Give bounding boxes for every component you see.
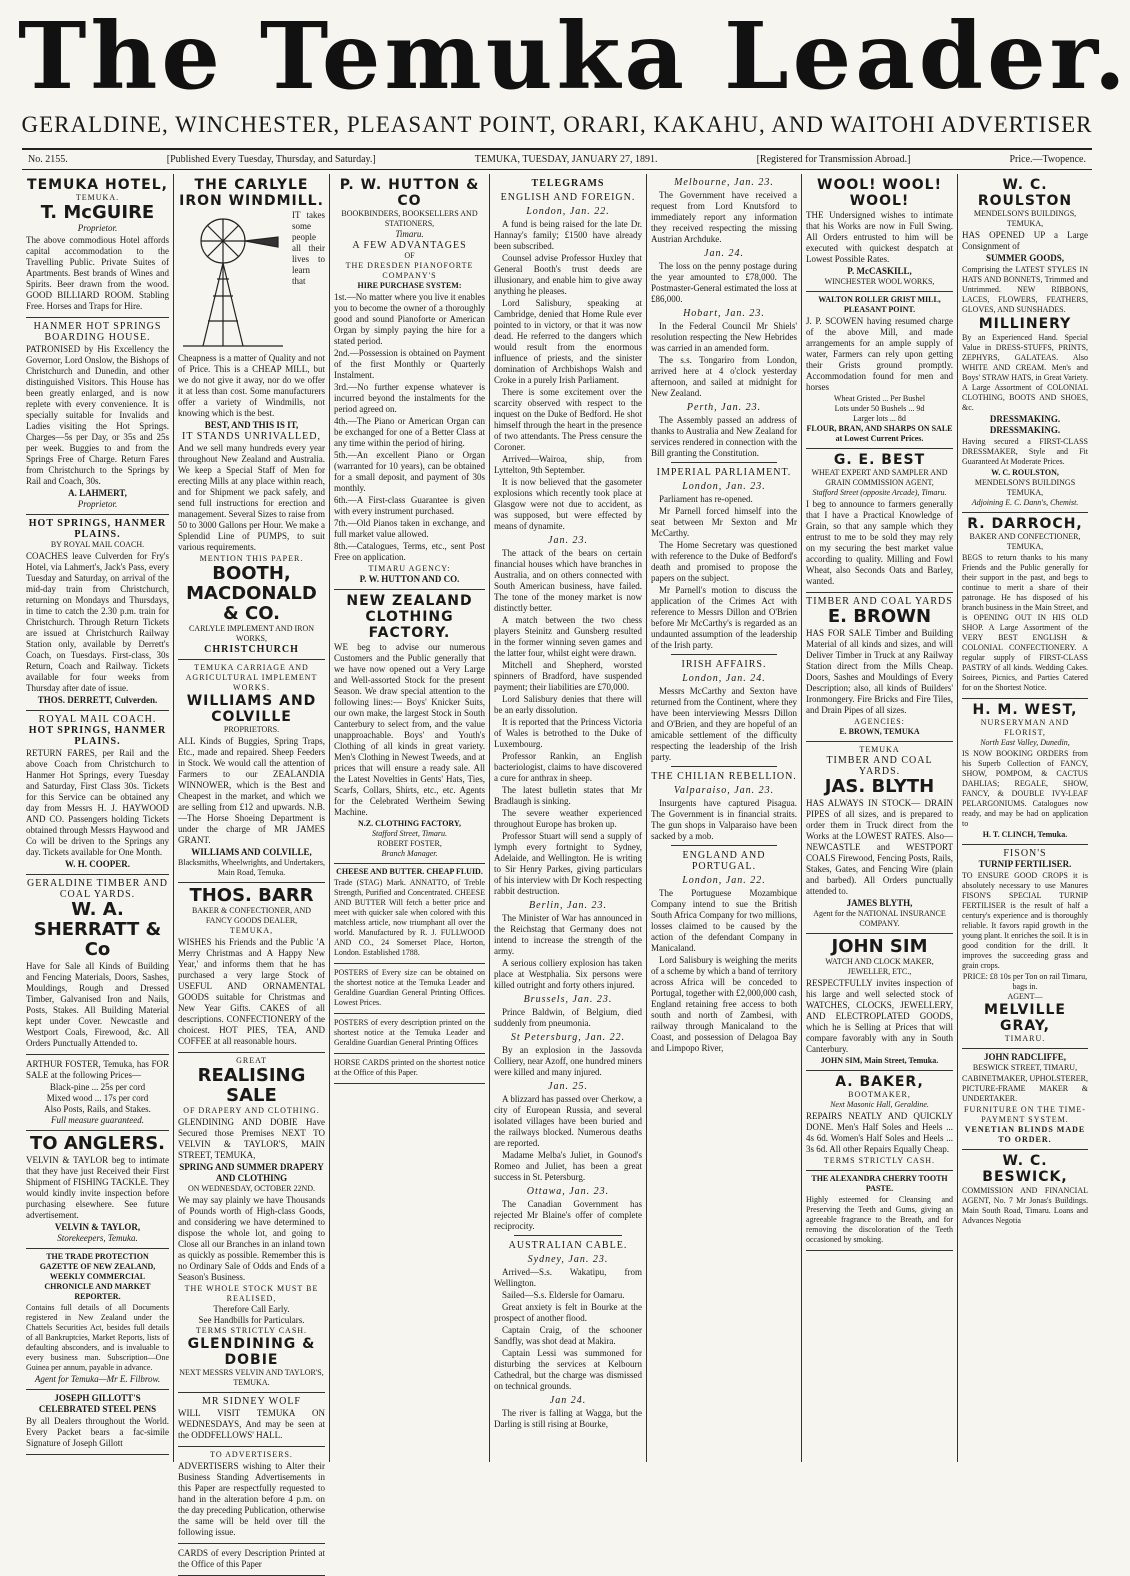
dateline: St Petersburg, Jan. 22. (510, 1032, 626, 1043)
news-paragraph: Great anxiety is felt in Bourke at the prospect of another flood. (494, 1302, 642, 1323)
ad-body: IS NOW BOOKING ORDERS from his Superb Collection of FANCY, SHOW, POMPOM, & CACTUS DAHLIAS; REGALE, SHOW, FANCY, & DOUBLE IVY-LEAF PELARGONIUMS. Catalogues now ready, and may be had on application to (962, 749, 1088, 828)
news-paragraph: The s.s. Tongariro from London, arrived here at 4 o'clock yesterday afternoon, and sailed at midnight for New Zealand. (651, 355, 797, 398)
ad-body: Contains full details of all Documents registered in New Zealand under the Chattels Securities Act, besides full details of all Bankruptcies, Market Reports, lists of defaulting absconders, and is invaluable to every business man. Subscription—One Guinea per annum, payable in advance. (26, 1303, 169, 1372)
ad-place: TEMUKA (859, 745, 900, 754)
ad-proprietor: G. E. BEST (833, 452, 926, 468)
ad-terms: TERMS STRICTLY CASH. (823, 1156, 936, 1165)
alexandra-tooth-paste-ad (806, 1171, 953, 1251)
newspaper-subtitle: GERALDINE, WINCHESTER, PLEASANT POINT, ORARI, KAKAHU, AND WAITOHI ADVERTISER (21, 112, 1093, 137)
news-paragraph: Lord Salisbury denies that there will be an early dissolution. (494, 694, 642, 715)
price-line: Also Posts, Rails, and Stakes. (44, 1104, 151, 1114)
ad-proprietor: THOS. DERRETT, Culverden. (37, 695, 158, 705)
ad-agency-label: TIMARU AGENCY: (368, 564, 451, 573)
ad-body: IT takes some people all their lives to learn that Cheapness is a matter of Quality and not of Price. This is a CHEAP MILL, but we do not give it away, nor do we offer it at less than cost. Some manufacturers offer a variety of Windmills, not knowing which is the best. (178, 210, 325, 418)
ad-connector: OF (404, 251, 415, 260)
news-paragraph: Captain Craig, of the schooner Sandfly, was shot dead at Makira. (494, 1325, 642, 1346)
ad-body: REPAIRS NEATLY AND QUICKLY DONE. Men's Half Soles and Heels ... 4s 6d. Women's Half Soles and Heels ... 3s 6d. All other Repairs Equally Cheap. (806, 1111, 953, 1154)
ad-company: WILLIAMS AND COLVILLE (186, 693, 317, 725)
ad-role: Proprietor. (77, 499, 118, 509)
dateline: London, Jan. 22. (682, 875, 766, 886)
ad-note: Therefore Call Early. (213, 1304, 290, 1314)
ad-company: JOHN SIM (831, 936, 928, 957)
divider (671, 462, 777, 463)
news-paragraph: Parliament has re-opened. (659, 494, 753, 504)
price-line: Wheat Gristed ... Per Bushel (833, 394, 926, 403)
ad-proprietor: T. McGUIRE (40, 202, 155, 223)
ad-company: JOHN RADCLIFFE, (983, 1052, 1066, 1062)
ad-title: ROYAL MAIL COACH. (38, 714, 157, 725)
ad-body: WISHES his Friends and the Public 'A Merry Christmas and A Happy New Year,' and informs them that he has purchased a very large Stock of USEFUL AND ORNAMENTAL GOODS suitable for Christmas and New Year Gifts. CAKES of all descriptions. CONFECTIONERY of the choicest. HOT PIES, TEA, AND COFFEE at all reasonable hours. (178, 937, 325, 1046)
ad-body: CABINETMAKER, UPHOLSTERER, PICTURE-FRAME MAKER & UNDERTAKER. (962, 1074, 1089, 1103)
ad-signature: JOHN SIM, Main Street, Temuka. (820, 1056, 939, 1065)
hot-springs-coach-ad (26, 515, 169, 711)
ad-address: Adjoining E. C. Dann's, Chemist. (971, 498, 1079, 507)
news-paragraph: The latest bulletin states that Mr Bradlaugh is sinking. (494, 785, 642, 806)
ad-role: Storekeepers, Temuka. (57, 1233, 138, 1243)
divider (514, 1235, 622, 1236)
roulston-ad (962, 174, 1088, 513)
news-paragraph: A fund is being raised for the late Dr. Hannay's family; £1500 have already been subscribed. (494, 219, 642, 251)
ad-subtitle: HOT SPRINGS, HANMER PLAINS. (28, 725, 167, 747)
news-paragraph: In the Federal Council Mr Shiels' resolution respecting the New Hebrides was carried in an amended form. (651, 321, 797, 353)
e-brown-ad (806, 593, 953, 742)
ad-body: VELVIN & TAYLOR beg to intimate that they have just Received their First Shipment of FISHING TACKLE. They would kindly invite inspection before purchasing elsewhere. See future advertisement. (26, 1155, 169, 1220)
walton-mill-ad (806, 292, 953, 449)
ad-body: HAS ALWAYS IN STOCK— DRAIN PIPES of all sizes, and is prepared to order them in Truck direct from the Works at the LOWEST RATES. Also—NEWCASTLE and WESTPORT COALS Firewood, Fencing Posts, Rails, Stakes, Gates, and Fencing Wire (plain and barbed). All Orders punctually attended to. (806, 798, 953, 896)
news-paragraph: The Home Secretary was questioned with reference to the Duke of Bedford's death and promised to propose the papers on the subject. (651, 540, 797, 583)
ad-body: CARDS of every Description Printed at the Office of this Paper (178, 1548, 325, 1569)
ad-company: GLENDINING & DOBIE (187, 1336, 316, 1368)
to-advertisers-notice (178, 1447, 325, 1544)
ad-place: TEMUKA, (229, 926, 274, 935)
ad-company: W. C. BESWICK, (982, 1153, 1068, 1185)
ad-subtitle: BY ROYAL MAIL COACH. (50, 540, 145, 549)
ad-address: Stafford Street, Timaru. (372, 829, 447, 838)
ad-body: ALL Kinds of Buggies, Spring Traps, Etc., made and repaired. Sheep Feeders in Stock. We would call the attention of Farmers to our ZEALANDIA WINNOWER, which is the Best and Cheapest in the market, and which we are selling from £12 and upwards. N.B.—The Horse Shoeing Department is under the charge of MR JAMES GRANT. (178, 736, 325, 845)
news-paragraph: A serious colliery explosion has taken place at Westphalia. Six persons were killed outright and forty others injured. (494, 958, 642, 990)
ad-body: Have for Sale all Kinds of Building and Fencing Materials, Doors, Sashes, Mouldings, Rough and Dressed Timber, Galvanised Iron and Nails, Posts, Stakes. All Building Material kept under Cover. Newcastle and Westport Coals, Firewood, &c. All Orders Punctually Attended to. (26, 961, 169, 1048)
ad-title: HOT SPRINGS, HANMER PLAINS. (28, 518, 167, 540)
ad-heading: THE DRESDEN PIANOFORTE COMPANY'S (345, 261, 474, 280)
ad-role: Branch Manager. (381, 849, 438, 858)
ad-company: E. BROWN (827, 606, 932, 627)
ad-title: TO ANGLERS. (29, 1133, 166, 1154)
dateline: Sydney, Jan. 23. (527, 1254, 609, 1265)
dateline: Melbourne, Jan. 23. (674, 177, 774, 188)
ad-title: CHEESE AND BUTTER. CHEAP FLUID. (336, 867, 483, 876)
hire-purchase-item: 6th.—A First-class Guarantee is given with every instrument purchased. (334, 495, 485, 516)
price-line: Larger lots ... 8d (853, 414, 906, 423)
masthead (18, 2, 1130, 110)
wool-works-ad (806, 174, 953, 292)
ad-heading: TIMBER AND COAL YARDS. (826, 755, 933, 777)
news-paragraph: The Assembly passed an address of thanks to Australia and New Zealand for services rendered in connection with the Bill granting the Constitution. (651, 415, 797, 458)
dateline: Jan. 24. (704, 248, 744, 259)
news-paragraph: The loss on the penny postage during the year amounted to £78,000. The Postmaster-General estimated the loss at £86,000. (651, 261, 797, 304)
hire-purchase-item: 1st.—No matter where you live it enables you to become the owner of a thoroughly good and sound Pianoforte or American Organ by simply paying the hire for a stated period. (334, 292, 485, 346)
geraldine-timber-ad (26, 875, 169, 1055)
price-line: Full measure guaranteed. (51, 1115, 144, 1125)
ad-body: Comprising the LATEST STYLES IN HATS AND BONNETS, Trimmed and Untrimmed. NEW RIBBONS, LACES, FLOWERS, FEATHERS, GLOVES, AND SUNSHADES. (962, 265, 1088, 314)
cards-notice (178, 1544, 325, 1576)
news-paragraph: Insurgents have captured Pisagua. The Government is in financial straits. The gun shops in Valparaiso have been sacked by a mob. (651, 798, 797, 841)
ad-signature: WILLIAMS AND COLVILLE, (191, 847, 312, 857)
ad-title: GERALDINE TIMBER AND COAL YARDS. (27, 878, 168, 900)
news-paragraph: Professor Rankin, an English bacteriologist, claims to have discovered a cure for anthrax in sheep. (494, 751, 642, 783)
ad-address: Stafford Street (opposite Arcade), Timaru. (812, 488, 947, 497)
news-paragraph: It is now believed that the gasometer explosions which recently took place at Glasgow were not due to accident, as was supposed, but were effected by means of dynamite. (494, 477, 642, 531)
ad-body: Highly esteemed for Cleansing and Preserving the Teeth and Gums, giving an agreeable fragrance to the Breath, and for removing the discoloration of the Teeth occasioned by smoking. (806, 1195, 953, 1244)
ad-title: THE TRADE PROTECTION GAZETTE OF NEW ZEALAND, WEEKLY COMMERCIAL CHRONICLE AND MARKET REPORTER. (39, 1252, 156, 1301)
a-baker-ad (806, 1071, 953, 1171)
column-2 (174, 174, 330, 1569)
cheese-butter-ad (334, 864, 485, 964)
fisons-fertiliser-ad (962, 845, 1088, 1049)
ad-body: We may say plainly we have Thousands of Pounds worth of High-class Goods, and considering we have determined to dispose the whole lot, and going to Close all our Branches in an inland town as quickly as possible. Remember this is no Ordinary Sale of Odds and Ends of a Season's Business. (178, 1195, 325, 1282)
newspaper-title: The Temuka Leader. (18, 2, 1130, 110)
news-paragraph: The Canadian Government has rejected Mr Blaine's offer of complete reciprocity. (494, 1199, 642, 1231)
ad-heading: SPRING AND SUMMER DRAPERY AND CLOTHING (179, 1162, 324, 1183)
dateline: Perth, Jan. 23. (686, 402, 762, 413)
issue-date: TEMUKA, TUESDAY, JANUARY 27, 1891. (474, 154, 658, 165)
ad-company: R. DARROCH, (967, 516, 1083, 532)
news-paragraph: Captain Lessi was summoned for disturbing the services at Kelbourn Cathedral, but the charge was dismissed on technical grounds. (494, 1348, 642, 1391)
price: Price.—Twopence. (1009, 154, 1086, 165)
ad-address: North East Valley, Dunedin, (980, 738, 1070, 747)
registration-note: [Registered for Transmission Abroad.] (756, 154, 911, 165)
ad-body: THE Undersigned wishes to intimate that his Works are now in Full Swing. All Orders entrusted to him will be executed with quickest despatch at Lowest Possible Rates. (806, 210, 953, 264)
nz-clothing-factory-ad (334, 590, 485, 864)
ad-subtitle: BOOTMAKER, (848, 1090, 911, 1099)
john-sim-ad (806, 934, 953, 1071)
realising-sale-ad (178, 1053, 325, 1393)
news-paragraph: Lord Salisbury, speaking at Cambridge, denied that Home Rule ever pointed to in victory, or that it was now dead. He referred to the dangers which would result from the enormous influence of priests, and the sinister domination of Archbishops Walsh and Croke in a purely Irish Parliament. (494, 298, 642, 385)
ad-body: POSTERS of every description printed on the shortest notice at the Temuka Leader and Geraldine Guardian General Printing Offices (334, 1018, 485, 1047)
ad-slogan: IT STANDS UNRIVALLED, (182, 431, 321, 442)
foster-firewood-ad (26, 1055, 169, 1131)
columns (22, 174, 1092, 1569)
hire-purchase-item: 8th.—Catalogues, Terms, etc., sent Post Free on application. (334, 541, 485, 562)
news-paragraph: A match between the two chess players Steinitz and Gunsberg resulted in the former winning seven games and the latter four, whilst eight were drawn. (494, 615, 642, 658)
ad-body: HAS OPENED UP a Large Consignment of (962, 230, 1088, 251)
ad-body: GLENDINING AND DOBIE Have Secured those Premises NEXT TO VELVIN & TAYLOR'S, MAIN STREET, TEMUKA, (178, 1117, 325, 1160)
ad-body: COACHES leave Culverden for Fry's Hotel, via Lahmert's, Jack's Pass, every Tuesday and Saturday, on arrival of the mid-day train from Christchurch, returning on Mondays and Thursdays, in time to catch the 2.30 p.m. train for Christchurch. Through Return Tickets are issued at Christchurch Railway Station only, available by Derrett's Coach, on Tuesdays. First-class, 30s Return, Coach and Railway. Tickets available for four weeks from Thursday after date of issue. (26, 551, 169, 693)
dateline: Berlin, Jan. 23. (529, 900, 607, 911)
ad-role: Proprietor. (77, 223, 118, 233)
ad-agency: P. W. HUTTON AND CO. (359, 574, 460, 584)
news-paragraph: The river is falling at Wagga, but the Darling is still rising at Bourke, (494, 1408, 642, 1429)
ad-proprietor: VELVIN & TAYLOR, (54, 1222, 141, 1232)
horse-cards-notice (334, 1054, 485, 1084)
ad-place: TEMUKA. (75, 193, 120, 202)
ad-subtitle: BOOKBINDERS, BOOKSELLERS AND STATIONERS, (341, 209, 478, 228)
ad-signature: W. C. ROULSTON, (991, 468, 1059, 477)
ad-proprietor: W. H. COOPER. (65, 859, 130, 869)
dateline: Jan. 25. (548, 1081, 588, 1092)
price-line: Black-pine ... 25s per cord (49, 1082, 146, 1092)
ad-body: TO ENSURE GOOD CROPS it is absolutely necessary to use Manures FISON'S SPECIAL TURNIP FERTILISER is the result of half a century's experience and is thoroughly reliable. It favors rapid growth in the young plant. It enriches the soil. It is in good condition for the drill. It improves the succeeding grass and grain crops. (962, 871, 1088, 970)
ad-company: BOOTH, MACDONALD & CO. (186, 563, 317, 624)
news-paragraph: It is reported that the Princess Victoria of Wales is betrothed to the Duke of Luxembourg. (494, 717, 642, 749)
column-4-telegrams (490, 174, 647, 1462)
ad-body: The above commodious Hotel affords capital accommodation to the Travelling Public. Private Suites of Apartments. Best brands of Wines and Spirits. Beer drawn from the wood. GOOD BILLIARD ROOM. Stabling Free. Horses and Traps for Hire. (26, 235, 169, 311)
section-heading: IRISH AFFAIRS. (681, 659, 767, 670)
ad-terms: TERMS STRICTLY CASH. (195, 1326, 308, 1335)
ad-body: By all Dealers throughout the World. Every Packet bears a fac-simile Signature of Joseph Gillott (26, 1416, 169, 1448)
trade-gazette-ad (26, 1249, 169, 1390)
column-6 (802, 174, 958, 1462)
ad-body: HORSE CARDS printed on the shortest notice at the Office of this Paper. (334, 1058, 485, 1077)
news-paragraph: Prince Baldwin, of Belgium, died suddenly from pneumonia. (494, 1007, 642, 1028)
news-paragraph: The Government have received a request from Lord Knutsford to immediately report any information they received respecting the missing Austrian Archduke. (651, 190, 797, 244)
ad-company: P. W. HUTTON & CO (339, 177, 480, 209)
dateline: Valparaiso, Jan. 23. (673, 785, 775, 796)
news-paragraph: By an explosion in the Jassovda Colliery, near Azoff, one hundred miners were killed and many injured. (494, 1045, 642, 1077)
news-paragraph: Mitchell and Shepherd, worsted spinners of Bradford, have suspended payment; their liabilities are £70,000. (494, 660, 642, 692)
ad-agent-label: AGENT— (1007, 992, 1043, 1001)
ad-subtitle: WHEAT EXPERT AND SAMPLER AND GRAIN COMMISSION AGENT, (811, 468, 948, 487)
ad-proprietor: W. A. SHERRATT & Co (33, 899, 162, 960)
ad-body: WILL VISIT TEMUKA ON WEDNESDAYS, And may be seen at the ODDFELLOWS' HALL. (178, 1408, 325, 1440)
ad-agent: Agent for Temuka—Mr E. Filbrow. (34, 1374, 161, 1384)
news-paragraph: Madame Melba's Juliet, in Gounod's Romeo and Juliet, has been a great success in St. Petersburg. (494, 1150, 642, 1182)
wc-beswick-ad (962, 1150, 1088, 1231)
ad-note: FURNITURE ON THE TIME-PAYMENT SYSTEM. (964, 1105, 1086, 1124)
section-heading: THE CHILIAN REBELLION. (651, 771, 797, 782)
ad-signature: E. BROWN, TEMUKA (839, 727, 920, 736)
ad-company: THOS. BARR (189, 885, 314, 906)
ad-note: THE WHOLE STOCK MUST BE REALISED, (184, 1284, 319, 1303)
ad-subtitle: MENDELSON'S BUILDINGS TEMUKA, (974, 478, 1076, 497)
williams-colville-ad (178, 660, 325, 883)
ad-company: JAS. BLYTH (824, 776, 935, 797)
news-paragraph: The Portuguese Mozambique Company intend to sue the British South Africa Company for two millions, losses claimed to be caused by the action of the defendant Company in Manicaland. (651, 888, 797, 953)
ad-proprietor: A. LAHMERT, (68, 488, 127, 498)
section-heading: ENGLAND AND PORTUGAL. (682, 850, 766, 872)
ad-price: PRICE: £8 10s per Ton on rail Timaru, bags in. (962, 972, 1088, 991)
dateline: London, Jan. 23. (682, 481, 766, 492)
divider (671, 766, 777, 767)
news-paragraph: Lord Salisbury is weighing the merits of a scheme by which a band of territory across Africa will be conceded to Portugal, together with £2,000,000 cash, England retaining free access to both south and north of Zambesi, with railway through Manicaland to the Coast, and possession of Delagoa Bay and Limpopo River, (651, 955, 797, 1053)
ad-date: ON WEDNESDAY, OCTOBER 22ND. (187, 1184, 316, 1193)
price-line: Mixed wood ... 17s per cord (46, 1093, 149, 1103)
news-paragraph: The attack of the bears on certain financial houses which have branches in Australia, and on others connected with South American business, have failed. The tone of the money market is now distinctly better. (494, 548, 642, 613)
hutton-ad (334, 174, 485, 590)
ad-title: TEMUKA HOTEL, (27, 177, 168, 193)
section-subheading: ENGLISH AND FOREIGN. (500, 192, 636, 203)
dateline: Hobart, Jan. 23. (683, 308, 765, 319)
ad-kicker: GREAT (236, 1056, 267, 1065)
ad-body: WE beg to advise our numerous Customers and the Public generally that we have now opened out a Very Large and Well-assorted Stock for the present Season. We draw special attention to the following lines:— Boys' Knicker Suits, our own make, the largest Stock in South Canterbury to select from, and the value unapproachable. Boys' and Youth's Clothing of all kinds in great variety. Men's Clothing in Newest Tweeds, and at prices that will ensure a ready sale. All the Latest Novelties in Gents' Hats, Ties, Scarfs, Collars, Shirts, etc., etc. Agents for the Celebrated Wertheim Sewing Machine. (334, 642, 485, 817)
ad-subtitle: NURSERYMAN AND FLORIST, (980, 718, 1070, 737)
posters-notice-2 (334, 1014, 485, 1054)
hm-west-ad (962, 699, 1088, 845)
ad-agent: H. T. CLINCH, Temuka. (982, 830, 1068, 839)
temuka-hotel-ad (26, 174, 169, 318)
news-paragraph: The severe weather experienced throughout Europe has broken up. (494, 808, 642, 829)
gillott-pens-ad (26, 1390, 169, 1455)
column-7 (958, 174, 1092, 1462)
ad-company: A. BAKER, (835, 1074, 924, 1090)
ad-subtitle: BAKER & CONFECTIONER, AND FANCY GOODS DEALER, (191, 906, 312, 925)
ad-body: RESPECTFULLY invites inspection of his large and well selected stock of WATCHES, CLOCKS, JEWELLERY, AND ELECTROPLATED GOODS, which he is Selling at Prices that will compare favorably with any in South Canterbury. (806, 978, 953, 1054)
ad-body: And we sell many hundreds every year throughout New Zealand and Australia. We keep a Special Staff of Men for erecting Mills at any place within reach, and for Shipment we pack safely, and send full instructions for erection and management. Several Sizes to raise from 50 to 3000 Gallons per Hour. We make a Splendid Line of PUMPS, to suit various requirements. (178, 443, 325, 552)
news-paragraph: Counsel advise Professor Huxley that General Booth's trust deeds are illusionary, and enable him to give away anything he pleases. (494, 253, 642, 296)
r-darroch-ad (962, 513, 1088, 699)
news-paragraph: Sailed—S.s. Eldersle for Oamaru. (502, 1290, 625, 1300)
ad-heading: AGENCIES: (854, 717, 905, 726)
ad-title: TO ADVERTISERS. (210, 1450, 293, 1459)
ad-title: THE CARLYLE IRON WINDMILL. (179, 177, 324, 209)
section-heading: TELEGRAMS (531, 178, 605, 189)
john-radcliffe-ad (962, 1049, 1088, 1150)
section-heading: IMPERIAL PARLIAMENT. (656, 467, 792, 478)
dateline: Jan 24. (549, 1395, 587, 1406)
ad-body: Trade (STAG) Mark. ANNATTO, of Treble Strength, Purified and Concentrated. CHEESE AND BUTTER Will fetch a better price and meet with quicker sale when colored with this matchless article, now triumphant all over the world. Manufactured by R. J. FULLWOOD AND CO., 24 Somerset Place, Horton, London. Established 1788. (334, 878, 485, 957)
ad-note: VENETIAN BLINDS MADE TO ORDER. (964, 1125, 1086, 1144)
posters-notice (334, 964, 485, 1014)
ad-address: Next Masonic Hall, Geraldine. (830, 1100, 929, 1109)
ad-body: HAS FOR SALE Timber and Building Material of all kinds and sizes, and will Deliver Timber in Truck at any Railway Station direct from the Mills Cheap. Doors, Sashes and Mouldings of Every Description; also, all kinds of Builders' Ironmongery. Fire Bricks and Fire Tiles, and Drain Pipes of all sizes. (806, 628, 953, 715)
dateline: London, Jan. 24. (682, 673, 766, 684)
ad-heading: DRESSMAKING. DRESSMAKING. (989, 414, 1061, 435)
column-3 (330, 174, 490, 1462)
publication-schedule: [Published Every Tuesday, Thursday, and Saturday.] (166, 154, 376, 165)
dateline: Jan. 23. (548, 535, 588, 546)
ad-body: I beg to announce to farmers generally that I have a Practical Knowledge of Grain, so that any sample which they entrust to me to be sold they may rely on my securing the best market value according to quality. Milling and Fowl Wheat, also Seconds Oats and Barley, wanted. (806, 499, 953, 586)
news-paragraph: Arrived—S.s. Wakatipu, from Wellington. (494, 1267, 642, 1288)
ad-signature: JAMES BLYTH, (846, 898, 913, 908)
thos-barr-ad (178, 883, 325, 1053)
ad-body: BEGS to return thanks to his many Friends and the Public generally for their support in the past, and begs to continue to merit a share of their patronage. He has disposed of his branch business in the Main Street, and is OPENING OUT IN HIS OLD SHOP. A Large Assortment of the VERY BEST ENGLISH & COLONIAL CONFECTIONERY. A regular supply of FIRST-CLASS PASTRY of all kinds. Wedding Cakes. Soirees, Picnics, and Parties Catered for on the Shortest Notice. (962, 553, 1088, 692)
ad-company: H. M. WEST, (972, 702, 1078, 718)
ad-place: TIMARU. (1004, 1034, 1046, 1043)
ad-kicker: FISON'S (1003, 848, 1047, 859)
ad-subtitle: BAKER AND CONFECTIONER, TEMUKA, (969, 532, 1081, 551)
ad-body: COMMISSION AND FINANCIAL AGENT, No. 7 Mr Jonas's Buildings. Main South Road, Timaru. Loans and Advances Negotia (962, 1186, 1088, 1225)
ad-body: By an Experienced Hand. Special Value in DRESS-STUFFS, PRINTS, ZEPHYRS, GALATEAS. Also WHITE AND CREAM. Men's and Boys' STRAW HATS, in Great Variety. A Large Assortment of COLONIAL CLOTHING, BOOTS AND SHOES, &c. (962, 333, 1088, 412)
ad-heading: TEMUKA CARRIAGE AND AGRICULTURAL IMPLEMENT WORKS. (185, 663, 318, 692)
column-1 (22, 174, 174, 1462)
dateline-bar (22, 148, 1092, 170)
hire-purchase-item: 5th.—An excellent Piano or Organ (warranted for 10 years), can be obtained for a small deposit, and payment of 30s monthly. (334, 450, 485, 493)
ad-address: BESWICK STREET, TIMARU, (972, 1063, 1078, 1072)
ad-title: HANMER HOT SPRINGS BOARDING HOUSE. (33, 321, 162, 343)
news-paragraph: The Minister of War has announced in the Reichstag that Germany does not intend to increase the strength of the army. (494, 913, 642, 956)
ad-title: MR SIDNEY WOLF (201, 1396, 301, 1407)
ad-note: FLOUR, BRAN, AND SHARPS ON SALE at Lowest Current Prices. (806, 424, 953, 443)
hanmer-boarding-ad (26, 318, 169, 515)
ad-note: See Handbills for Particulars. (198, 1315, 305, 1325)
ad-body: ADVERTISERS wishing to Alter their Business Standing Advertisements in this Paper are respectfully requested to hand in the alteration before 4 p.m. on the day preceding Publication, otherwise the same will be held over till the following issue. (178, 1461, 325, 1537)
news-paragraph: Professor Stuart will send a supply of lymph every fortnight to Sydney, Adelaide, and Wellington. He is writing to Sir Henry Parkes, giving particulars of his interview with Dr Koch respecting rabbit destruction. (494, 831, 642, 896)
ad-signature: N.Z. CLOTHING FACTORY, (358, 819, 461, 828)
royal-mail-coach-ad (26, 711, 169, 875)
hire-purchase-item: 4th.—The Piano or American Organ can be exchanged for one of a Better Class at any time within the period of hiring. (334, 416, 485, 448)
ad-subtitle: CARLYLE IMPLEMENT AND IRON WORKS, (188, 624, 315, 643)
ad-address: NEXT MESSRS VELVIN AND TAYLOR'S, TEMUKA. (179, 1368, 324, 1387)
ad-body: POSTERS of Every size can be obtained on the shortest notice at the Temuka Leader and Geraldine Guardian General Printing Offices. Lowest Prices. (334, 968, 485, 1007)
ad-place: Timaru. (395, 229, 424, 239)
ad-proprietor: P. McCASKILL, (847, 266, 912, 276)
hire-purchase-list (334, 292, 485, 563)
ad-agent: MELVILLE GRAY, (984, 1002, 1066, 1034)
ad-title: THE ALEXANDRA CHERRY TOOTH PASTE. (811, 1174, 948, 1193)
hire-purchase-item: 2nd.—Possession is obtained on Payment of the first Monthly or Quarterly Instalment. (334, 348, 485, 380)
dateline: Brussels, Jan. 23. (523, 994, 613, 1005)
divider (671, 654, 777, 655)
divider (671, 845, 777, 846)
ad-title: TURNIP FERTILISER. (978, 859, 1072, 869)
windmill-illustration (178, 211, 288, 351)
dateline: London, Jan. 22. (526, 206, 610, 217)
ad-note: MENTION THIS PAPER. (199, 554, 304, 563)
news-paragraph: Arrived—Wairoa, ship, from Lyttelton, 9th September. (494, 454, 642, 475)
ad-body: Having secured a FIRST-CLASS DRESSMAKER, Style and Fit Guaranteed At Moderate Prices. (962, 437, 1088, 466)
news-paragraph: Mr Parnell's motion to discuss the application of the Crimes Act with reference to Messrs Dillon and O'Brien before Mr McCarthy's is regarded as an undaunted assumption of the leadership of the Irish party. (651, 585, 797, 650)
jas-blyth-ad (806, 742, 953, 934)
ge-best-ad (806, 449, 953, 593)
hire-purchase-item: 3rd.—No further expense whatever is incurred beyond the instalments for the period agreed on. (334, 382, 485, 414)
ad-company: W. C. ROULSTON (977, 177, 1073, 209)
ad-heading: HIRE PURCHASE SYSTEM: (357, 281, 462, 290)
ad-subtitle: WINCHESTER WOOL WORKS, (824, 277, 935, 286)
ad-heading: MILLINERY (978, 316, 1072, 332)
ad-title: JOSEPH GILLOTT'S CELEBRATED STEEL PENS (38, 1393, 157, 1414)
sidney-wolf-ad (178, 1393, 325, 1447)
dateline: Ottawa, Jan. 23. (526, 1186, 610, 1197)
news-paragraph: Mr Parnell forced himself into the seat between Mr Sexton and Mr McCarthy. (651, 506, 797, 538)
section-heading: AUSTRALIAN CABLE. (508, 1240, 628, 1251)
ad-agent: Agent for the NATIONAL INSURANCE COMPANY. (813, 909, 946, 928)
ad-subtitle: WATCH AND CLOCK MAKER, JEWELLER, ETC., (825, 957, 934, 976)
news-paragraph: There is some excitement over the scarcity observed with respect to the inquest on the Duke of Bedford. He shot himself through the heart in the presence of two attendants. The Press censure the Coroner. (494, 387, 642, 452)
column-5-news (647, 174, 802, 1462)
ad-address: Blacksmiths, Wheelwrights, and Undertakers, Main Road, Temuka. (178, 858, 325, 877)
ad-title: WOOL! WOOL! WOOL! (817, 177, 942, 209)
price-line: Lots under 50 Bushels ... 9d (834, 404, 925, 413)
anglers-ad (26, 1131, 169, 1249)
ad-heading: SUMMER GOODS, (985, 253, 1064, 263)
carlyle-windmill-ad (178, 174, 325, 660)
ad-title: WALTON ROLLER GRIST MILL, PLEASANT POINT. (818, 295, 941, 314)
ad-subtitle: OF DRAPERY AND CLOTHING. (183, 1106, 320, 1115)
ad-heading: TIMBER AND COAL YARDS (806, 596, 953, 607)
ad-place: CHRISTCHURCH (204, 644, 299, 655)
ad-role: PROPRIETORS. (223, 725, 280, 734)
ad-subtitle: MENDELSON'S BUILDINGS, TEMUKA, (973, 209, 1077, 228)
ad-slogan: BEST, AND THIS IS IT, (204, 420, 299, 430)
ad-body: ARTHUR FOSTER, Temuka, has FOR SALE at the following Prices— (26, 1059, 169, 1080)
news-paragraph: Messrs McCarthy and Sexton have returned from the Continent, where they have been interviewing Messrs Dillon and O'Brien, and they are hopeful of an amicable settlement of the difficulty respecting the leadership of the Irish party. (651, 686, 797, 762)
ad-body: RETURN FARES, per Rail and the above Coach from Christchurch to Hanmer Hot Springs, every Tuesday and Saturday, First Class 30s. Tickets for this Service can be obtained any day from Messrs H. J. HAYWOOD AND CO. Passengers holding Tickets obtained through Messrs Haywood and Co will be driven to the Springs any day. Tickets available for One Month. (26, 748, 169, 857)
ad-body: J. P. SCOWEN having resumed charge of the above Mill, and made arrangements for an ample supply of water, Farmers can rely upon getting their Grists ground promptly. Accommodation found for men and horses (806, 316, 953, 392)
ad-body: PATRONISED by His Excellency the Governor, Lord Onslow, the Bishops of Christchurch and Dunedin, and other distinguished Visitors. This House has been greatly enlarged, and is now replete with every convenience. It is specially suitable for Invalids and Ladies visiting the Hot Springs. Charges—5s per Day, or 35s and 25s per week. Buggies to and from the Springs Free of Charge. Return Fares from Christchurch to the Springs by Rail and Coach, 30s. (26, 344, 169, 486)
issue-number: No. 2155. (28, 154, 68, 165)
news-paragraph: A blizzard has passed over Cherkow, a city of European Russia, and several isolated villages have been buried and the railways blocked. Numerous deaths are reported. (494, 1094, 642, 1148)
ad-title: NEW ZEALAND CLOTHING FACTORY. (346, 593, 473, 641)
hire-purchase-item: 7th.—Old Pianos taken in exchange, and full market value allowed. (334, 518, 485, 539)
ad-manager: ROBERT FOSTER, (377, 839, 442, 848)
ad-heading: A FEW ADVANTAGES (352, 240, 467, 251)
ad-title: REALISING SALE (197, 1065, 306, 1106)
